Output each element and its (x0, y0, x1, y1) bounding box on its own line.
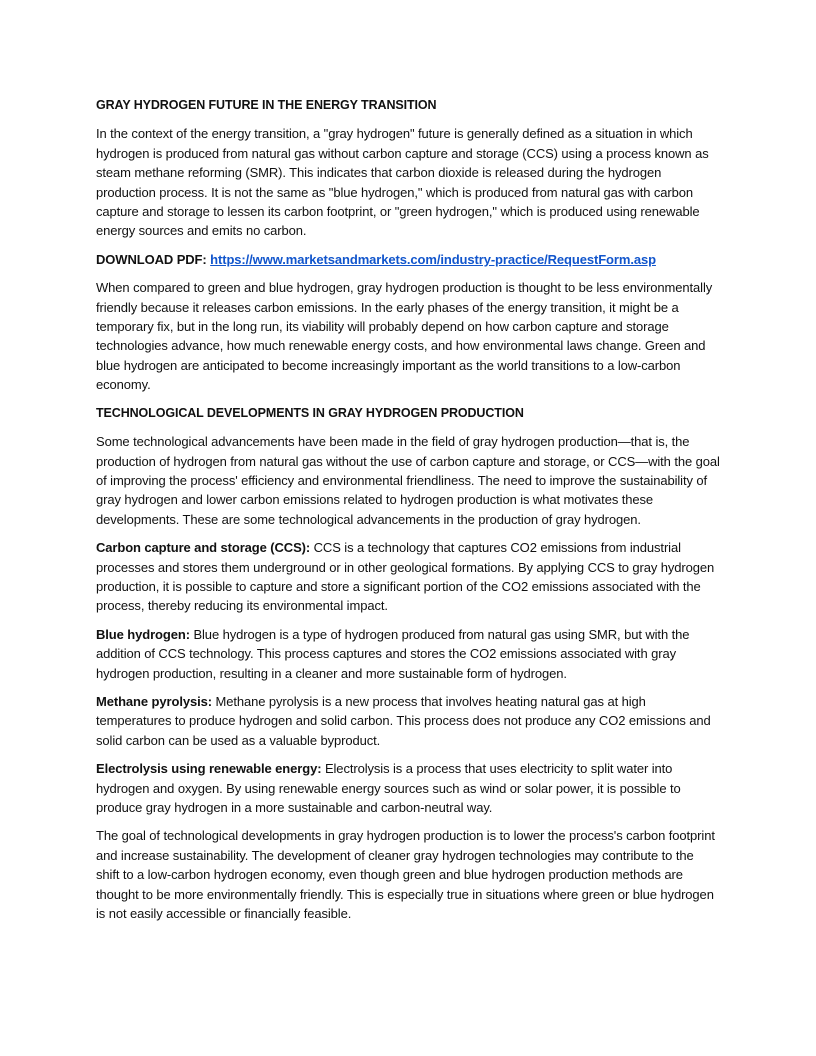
paragraph-electrolysis (96, 759, 720, 817)
term-methane-pyrolysis: Methane pyrolysis: (96, 693, 212, 709)
paragraph-conclusion: The goal of technological developments in gray hydrogen production is to lower the process's carbon footprint and increase sustainability. The development of cleaner gray hydrogen technologies may contribute to the shift to a low-carbon hydrogen economy, even though green and blue hydrogen production methods are thought to be more environmentally friendly. This is especially true in situations where green or blue hydrogen is not easily accessible or financially feasible. (96, 828, 715, 922)
section-heading-technological-developments: TECHNOLOGICAL DEVELOPMENTS IN GRAY HYDROGEN PRODUCTION (96, 405, 524, 420)
download-pdf-link[interactable]: https://www.marketsandmarkets.com/industry-practice/RequestForm.asp (210, 251, 656, 267)
text-ccs: CCS is a technology that captures CO2 emissions from industrial processes and stores them underground or in other geological formations. By applying CCS to gray hydrogen production, it is possible to capture and store a significant portion of the CO2 emissions associated with the process, thereby reducing its environmental impact. (96, 540, 715, 614)
text-electrolysis: Electrolysis is a process that uses electricity to split water into hydrogen and oxygen. By using renewable energy sources such as wind or solar power, it is possible to produce gray hydrogen in a more sustainable and carbon-neutral way. (96, 761, 681, 815)
paragraph-tech-intro: Some technological advancements have been made in the field of gray hydrogen production—that is, the production of hydrogen from natural gas without the use of carbon capture and storage, or CCS—with the goal of improving the process' efficiency and environmental friendliness. The need to improve the sustainability of gray hydrogen and lower carbon emissions related to hydrogen production is what motivates these developments. These are some technological advancements in the production of gray hydrogen. (96, 434, 720, 527)
paragraph-blue-hydrogen (96, 625, 720, 683)
document-page (96, 96, 720, 932)
text-methane-pyrolysis: Methane pyrolysis is a new process that involves heating natural gas at high temperatures to produce hydrogen and solid carbon. This process does not produce any CO2 emissions and solid carbon can be used as a valuable byproduct. (96, 693, 711, 748)
paragraph-gray-hydrogen-comparison: When compared to green and blue hydrogen, gray hydrogen production is thought to be less environmentally friendly because it releases carbon emissions. In the early phases of the energy transition, it might be a temporary fix, but in the long run, its viability will probably depend on how carbon capture and storage technologies advance, how much renewable energy costs, and how environmental laws change. Green and blue hydrogen are anticipated to become increasingly important as the world transitions to a low-carbon economy. (96, 280, 713, 393)
download-pdf-line (96, 250, 720, 269)
paragraph-ccs (96, 538, 720, 616)
paragraph-gray-hydrogen-definition: In the context of the energy transition, a "gray hydrogen" future is generally defined as a situation in which hydrogen is produced from natural gas without carbon capture and storage (CCS) using a process known as steam methane reforming (SMR). This indicates that carbon dioxide is released during the hydrogen production process. It is not the same as "blue hydrogen," which is produced from natural gas with carbon capture and storage to lessen its carbon footprint, or "green hydrogen," which is produced using renewable energy sources and emits no carbon. (96, 126, 709, 239)
download-pdf-label: DOWNLOAD PDF: (96, 251, 207, 267)
text-blue-hydrogen: Blue hydrogen is a type of hydrogen produced from natural gas using SMR, but with the addition of CCS technology. This process captures and stores the CO2 emissions associated with gray hydrogen production, resulting in a cleaner and more sustainable form of hydrogen. (96, 626, 690, 681)
section-heading-gray-hydrogen-future: GRAY HYDROGEN FUTURE IN THE ENERGY TRANSITION (96, 98, 437, 112)
term-blue-hydrogen: Blue hydrogen: (96, 626, 190, 642)
paragraph-methane-pyrolysis (96, 692, 720, 750)
term-ccs: Carbon capture and storage (CCS): (96, 540, 311, 556)
term-electrolysis: Electrolysis using renewable energy: (96, 761, 322, 777)
